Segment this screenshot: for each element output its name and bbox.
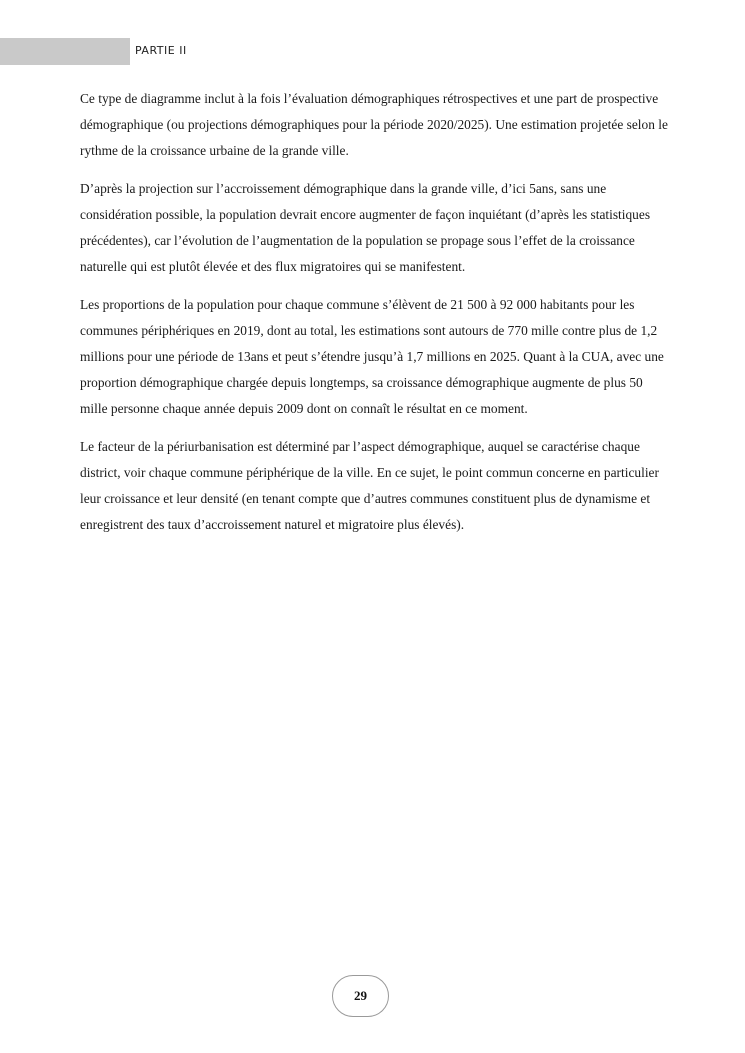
header-bar — [0, 38, 130, 65]
paragraph-3: Les proportions de la population pour chaque commune s’élèvent de 21 500 à 92 000 habitants pour les communes périphériques en 2019, dont au total, les estimations sont autours de 770 mille contre plus de 1,2 millions pour une période de 13ans et peut s’étendre jusqu’à 1,7 millions en 2025. Quant à la CUA, avec une proportion démographique chargée depuis longtemps, sa croissance démographique augmente de plus 50 mille personne chaque année depuis 2009 dont on connaît le résultat en ce moment. — [80, 297, 664, 416]
page-number: 29 — [354, 988, 367, 1003]
document-body — [80, 86, 670, 550]
paragraph-4: Le facteur de la périurbanisation est déterminé par l’aspect démographique, auquel se caractérise chaque district, voir chaque commune périphérique de la ville. En ce sujet, le point commun concerne en particulier leur croissance et leur densité (en tenant compte que d’autres communes constituent plus de dynamisme et enregistrent des taux d’accroissement naturel et migratoire plus élevés). — [80, 439, 659, 532]
paragraph-2: D’après la projection sur l’accroissement démographique dans la grande ville, d’ici 5ans, sans une considération possible, la population devrait encore augmenter de façon inquiétant (d’après les statistiques précédentes), car l’évolution de l’augmentation de la population se propage sous l’effet de la croissance naturelle qui est plutôt élevée et des flux migratoires qui se manifestent. — [80, 181, 651, 274]
page-number-badge — [332, 975, 389, 1017]
section-label: PARTIE II — [135, 44, 187, 57]
paragraph-1: Ce type de diagramme inclut à la fois l’évaluation démographiques rétrospectives et une part de prospective démographique (ou projections démographiques pour la période 2020/2025). Une estimation projetée selon le rythme de la croissance urbaine de la grande ville. — [80, 91, 668, 158]
